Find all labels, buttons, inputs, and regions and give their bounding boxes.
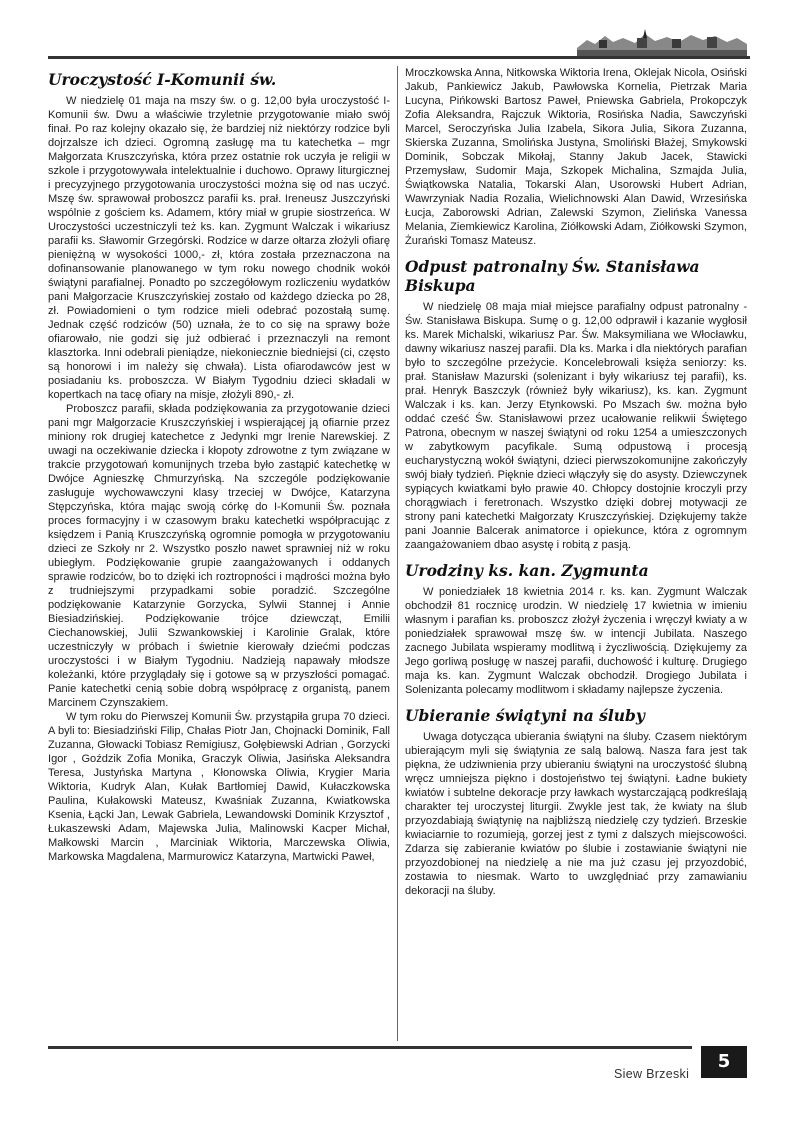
page-number: 5 xyxy=(701,1046,747,1078)
bottom-rule xyxy=(48,1046,692,1049)
right-column xyxy=(405,66,747,898)
article-title-first-communion: Uroczystość I-Komunii św. xyxy=(48,70,277,89)
article-title-wedding-decoration: Ubieranie świątyni na śluby xyxy=(405,706,645,725)
article-paragraph-continued: Mroczkowska Anna, Nitkowska Wiktoria Irena, Oklejak Nicola, Osiński Jakub, Pankiewicz Jakub, Pawłowska Kornelia, Pietrzak Maria Lucyna, Pińkowski Bartosz Paweł, Pniewska Gabriela, Prokopczyk Zofia Aleksandra, Rajczuk Wiktoria, Rosińska Nadia, Sawczyński Marcel, Seroczyńska Julia Izabela, Sikora Julia, Sikora Zuzanna, Skierska Zuzanna, Smolińska Justyna, Smoliński Błażej, Smykowski Dominik, Sobczak Mikołaj, Stanny Jakub Jacek, Stawicki Przemysław, Sudomir Maja, Szkopek Michalina, Szmajda Julia, Świątkowska Natalia, Tokarski Alan, Usorowski Hubert Adrian, Wawrzyniak Nadia Rozalia, Wielichnowski Alan Dawid, Wrzesińska Łucja, Zaborowski Adrian, Zalewski Szymon, Zielińska Vanessa Melania, Ziemkiewicz Karolina, Ziółkowski Adam, Ziółkowski Szymon, Żurański Tomasz Mateusz. xyxy=(405,67,747,247)
top-rule xyxy=(48,56,750,59)
column-divider xyxy=(397,66,398,1041)
article-title-birthday: Urodziny ks. kan. Zygmunta xyxy=(405,561,649,580)
article-paragraph: Proboszcz parafii, składa podziękowania za przygotowanie dzieci pani mgr Małgorzacie Kruszczyńskiej i wspierającej ją ofiarnie przez miniony rok drugiej katechetce z Jedynki mgr Irenie Narewskiej. Z uwagi na oczekiwanie dziecka i kłopoty zdrowotne z tym związane w trakcie przygotowań komunijnych trzeba było zastąpić katechetkę w Dwójce Agnieszkę Chmurzyńską. Na szczególe podziękowanie zasługuje wychowawczyni klasy trzeciej w Dwójce, Katarzyna Stępczyńska, która mając swoją córkę do I-Komunii Św. poznała proces formacyjny i w czasowym braku katechetki współpracując z księdzem i Panią Kruszczyńską ogromnie pomogła w przygotowaniu dzieci ze Szkoły nr 2. Wszystko poszło nawet sprawniej niż w roku ubiegłym. Podziękowanie grupie zaangażowanych i oddanych sprawie rodziców, bo to dzięki ich roztropności i mądrości można było z trudniejszymi przypadkami sobie poradzić. Szczególne podziękowanie Katarzynie Gorzycka, Sylwii Stannej i Annie Biesiadzińskiej. Podziękowanie trójce dziewcząt, Emilii Ciechanowskiej, Julii Szwankowskiej i Karolinie Gralak, które uczestniczyły w próbach i świetnie kierowały dziećmi podczas uroczystości i w Białym Tygodniu. Nadzieją napawały młodsze koleżanki, które przyglądały się i gotowe są w przyszłości pomagać. Panie katechetki cenią sobie dobrą współpracę z organistą, panem Marcinem Czynszakiem. xyxy=(48,403,390,709)
article-paragraph: W tym roku do Pierwszej Komunii Św. przystąpiła grupa 70 dzieci. A byli to: Biesiadziński Filip, Chałas Piotr Jan, Chojnacki Dominik, Fall Zuzanna, Głowacki Tobiasz Remigiusz, Gołębiewski Adrian , Gorzycki Igor , Goździk Zofia Monika, Graczyk Oliwia, Jasińska Aleksandra Teresa, Justyńska Martyna , Kłonowska Oliwia, Krygier Maria Wiktoria, Kudryk Alan, Kułak Bartłomiej Dawid, Kułaczkowska Paulina, Kułakowski Mateusz, Kwaśniak Zuzanna, Kwiatkowska Ksenia, Łącki Jan, Lewak Gabriela, Lewandowski Dominik Krzysztof , Łukaszewski Adam, Majewska Julia, Malinowski Kacper Michał, Małkowski Marcin , Marciniak Wiktoria, Marczewska Oliwia, Markowska Magdalena, Marmurowicz Katarzyna, Martwicki Paweł, xyxy=(48,711,390,863)
article-title-patronal-feast: Odpust patronalny Św. Stanisława Biskupa xyxy=(405,257,700,295)
article-paragraph: W poniedziałek 18 kwietnia 2014 r. ks. kan. Zygmunt Walczak obchodził 81 rocznicę urodzin. W niedzielę 17 kwietnia w imieniu własnym i parafian ks. proboszcz złożył życzenia i wręczył kwiaty a w poniedziałek sprawował mszę św. w intencji Jubilata. Naszego zacnego Jubilata wspieramy modlitwą i życzliwością. Dziękujemy za Jego gorliwą posługę w naszej parafii, duchowość i kulturę. Drugiego maja ks. kan. Zygmunt Walczak obchodził. Drogiego Jubilata i Solenizanta polecamy modlitwom i składamy najlepsze życzenia. xyxy=(405,586,747,696)
publication-name: Siew Brzeski xyxy=(614,1067,690,1081)
left-column xyxy=(48,66,390,864)
article-paragraph: W niedzielę 08 maja miał miejsce parafialny odpust patronalny - Św. Stanisława Biskupa. Sumę o g. 12,00 odprawił i kazanie wygłosił ks. Marek Michalski, wikariusz Par. Św. Maksymiliana we Włocławku, dawny wikariusz naszej parafii. Dla ks. Marka i dla niektórych parafian było to szczególne przeżycie. Koncelebrowali księża seniorzy: ks. prał. Stanisław Mazurski (solenizant i były wikariusz tej parafii), ks. prał. Henryk Baszczyk (również były wikariusz), ks. kan. Zygmunt Walczak i ks. kan. Jerzy Etynkowski. Po Mszach św. można było oddać cześć Św. Stanisławowi przez ucałowanie relikwii Świętego Patrona, obecnym w naszej świątyni od roku 1254 a umieszczonych w zabytkowym pacyfikale. Sumą odpustową i procesją eucharystyczną wokół świątyni, dzieci pierwszokomunijne zakończyły swój biały tydzień. Pięknie dzieci włączyły się do asysty. Dziewczynek sypiących kwiatkami było prawie 40. Chłopcy dostojnie kroczyli przy chorągwiach i feretronach. Wszystko dzięki dobrej motywacji ze strony pani katechetki Małgorzaty Kruszczyńskiej. Dziękujemy także pani Joannie Balcerak animatorce i opiekunce, która z ogromnym zaangażowaniem dbao asystę i robitą z pasją. xyxy=(405,301,747,551)
article-paragraph: Uwaga dotycząca ubierania świątyni na śluby. Czasem niektórym ubierającym myli się świątynia ze salą balową. Nasza fara jest tak piękna, że udziwnienia przy ubieraniu świątyni na uroczystość ślubną wręcz umniejsza piękno i dostojeństwo tej świątyni. Ładne bukiety kwiatów i subtelne dekoracje przy ławkach wystarczającą podkreślają charakter tej uroczystej liturgii. Zwykle jest tak, że kwiaty na ślub przyozdabiają świątynię na najbliższą niedzielę czy tydzień. Brzeskie kwiaciarnie to rozumieją, gorzej jest z tymi z dalszych miejscowości. Zdarza się zabieranie kwiatów po ślubie i zostawianie świątyni nie przyozdobionej na niedzielę a nie ma już czasu jej przyozdobić, zostawia to niesmak. Warto to uwzględniać przy zamawianiu dekoracji na śluby. xyxy=(405,731,747,897)
header-landscape-image xyxy=(577,26,747,56)
article-paragraph: W niedzielę 01 maja na mszy św. o g. 12,00 była uroczystość I-Komunii św. Dwu a właściwie trzyletnie przygotowanie miało swój finał. Po raz kolejny okazało się, że bardziej niż niektórzy rodzice byli dojrzalsze ich dzieci. Ogromną zasługę ma tu katechetka – mgr Małgorzata Kruszczyńska, która przez ostatnie rok uczyła je religii w szkole i przygotowywała intelektualnie i duchowo. Oprawy liturgicznej i precyzyjnego przygotowania uroczystości można się od nas uczyć. Mszę św. sprawował proboszcz parafii ks. prał. Ireneusz Juszczyński wspólnie z gościem ks. Adamem, który miał w grupie siostrzeńca. W Uroczystości uczestniczyli też ks. kan. Zygmunt Walczak i wikariusz parafii ks. Sławomir Grzegórski. Rodzice w darze ołtarza złożyli ofiarę pieniężną w wysokości 1000,- zł, która została przeznaczona na dofinansowanie planowanego w tym roku nowego chodnik wokół świątyni parafialnej. Ponadto po szczegółowym rozliczeniu wydatków pani Małgorzacie Kruszczyńskiej zostało od każdego dziecka po 28, zł. Powiadomieni o tym rodzice mieli odebrać pozostałą sumę. Jednak część rodziców (50) uznała, że to co się na sprawy boże ofiarowało, nie godzi się już odbierać i przeznaczyli na remont klasztorka. Inni odebrali pieniądze, niekoniecznie biedniejsi (ci, często są honorowi i im należy się chwała). Lista ofiarodawców jest w posiadaniu ks. proboszcza. W Białym Tygodniu dzieci składali w kopertkach na tacę ofiary na misje, złożyli 890,- zł. xyxy=(48,95,390,401)
